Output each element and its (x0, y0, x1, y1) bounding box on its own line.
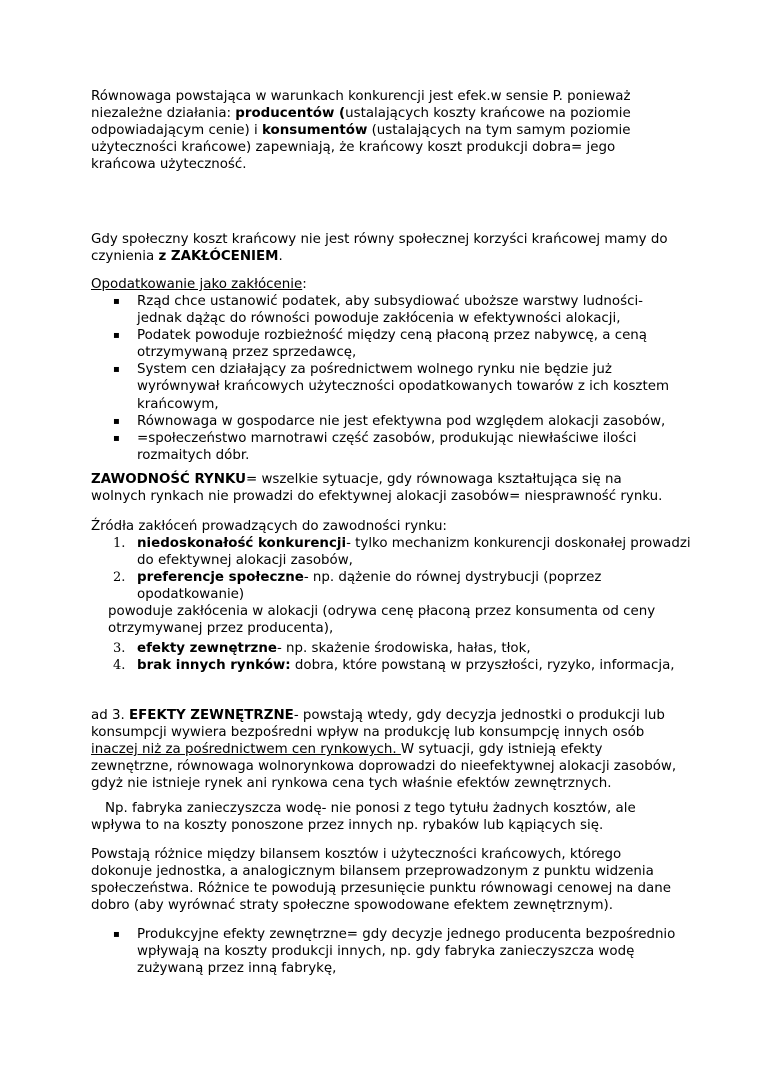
text: Źródła zakłóceń prowadzących do zawodności rynku: (91, 519, 447, 534)
list-text: - tylko mechanizm konkurencji doskonałej prowadzi do efektywnej alokacji zasobów, (137, 536, 691, 569)
list-item (91, 569, 691, 603)
bullet-icon: ▪ (113, 364, 120, 376)
list-text: System cen działający za pośrednictwem wolnego rynku nie będzie już wyrównywał krańcowych użyteczności opodatkowanych towarów z ich kosztem krańcowym, (137, 362, 669, 412)
paragraph-allocation (108, 603, 668, 637)
bullet-icon: ▪ (113, 415, 120, 427)
text: (ustalających na tym samym poziomie użyteczności krańcowe) zapewniają, że krańcowy koszt produkcji dobra= jego krańcowa użyteczność. (91, 123, 631, 173)
list-item (91, 430, 691, 464)
list-item (91, 361, 691, 412)
list-text: - np. dążenie do równej dystrybucji (poprzez opodatkowanie) (137, 570, 602, 603)
list-item (91, 926, 691, 977)
list-item (91, 293, 691, 327)
list-text: Rząd chce ustanowić podatek, aby subsydiować uboższe warstwy ludności- jednak dążąc do równości powoduje zakłócenia w efektywności alokacji, (137, 294, 643, 327)
bold-consumers: konsumentów (262, 123, 368, 139)
sources-numbered-list-continued (91, 640, 691, 674)
text: - powstają wtedy, gdy decyzja jednostki o produkcji lub konsumpcji wywiera bezpośredni wpływ na produkcję lub konsumpcję innych osób (91, 708, 665, 741)
list-item (91, 535, 691, 569)
paragraph-equilibrium (91, 88, 681, 173)
text: : (302, 277, 307, 292)
list-item (91, 413, 691, 430)
list-item (91, 640, 691, 657)
heading-taxation (91, 276, 681, 293)
bold-zaklocenie: z ZAKŁÓCENIEM (158, 249, 279, 265)
text: Równowaga powstająca w warunkach konkurencji jest efek.w sensie P. ponieważ niezależne działania: (91, 89, 631, 122)
text: Np. fabryka zanieczyszcza wodę- nie ponosi z tego tytułu żadnych kosztów, ale wpływa to na koszty ponoszone przez innych np. rybaków lub kąpiących się. (91, 801, 636, 834)
text: Gdy społeczny koszt krańcowy nie jest równy społecznej korzyści krańcowej mamy do czynienia (91, 232, 668, 265)
list-number: 1. (113, 536, 126, 551)
bullet-icon: ▪ (113, 432, 120, 444)
bold-term: niedoskonałość konkurencji (137, 536, 347, 551)
list-item (91, 657, 691, 674)
bullet-icon: ▪ (113, 929, 120, 940)
bold-term: preferencje społeczne (137, 570, 304, 586)
text: = wszelkie sytuacje, gdy równowaga kształtująca się na wolnych rynkach nie prowadzi do efektywnej alokacji zasobów= niesprawność rynku. (91, 472, 663, 505)
text: ustalających koszty krańcowe na poziomie odpowiadającym cenie) i (91, 106, 631, 139)
paragraph-example (91, 800, 681, 834)
bold-external-effects: EFEKTY ZEWNĘTRZNE (129, 708, 294, 723)
list-text: Podatek powoduje rozbieżność między ceną płaconą przez nabywcę, a ceną otrzymywaną przez sprzedawcę, (137, 328, 648, 361)
text: ad 3. (91, 708, 129, 723)
list-text: dobra, które powstaną w przyszłości, ryzyko, informacja, (290, 658, 675, 674)
list-text: =społeczeństwo marnotrawi część zasobów, produkując niewłaściwe ilości rozmaitych dóbr. (137, 430, 637, 463)
text: W sytuacji, gdy istnieją efekty zewnętrzne, równowaga wolnorynkowa doprowadzi do nieefektywnej alokacji zasobów, gdyż nie istnieje rynek ani rynkowa cena tych właśnie efektów zewnętrznych. (91, 742, 677, 792)
list-number: 3. (113, 641, 126, 656)
text: . (278, 249, 283, 265)
text: Powstają różnice między bilansem kosztów i użyteczności krańcowych, którego dokonuje jednostka, a analogicznym bilansem przeprowadzonym z punktu widzenia społeczeństwa. Różnice te powodują przesunięcie punktu równowagi cenowej na dane dobro (aby wyrównać straty społeczne spowodowane efektem zewnętrznym). (91, 847, 671, 914)
bold-term: efekty zewnętrzne (137, 641, 277, 656)
paragraph-disturbance (91, 231, 681, 265)
underlined-text: inaczej niż za pośrednictwem cen rynkowych. (91, 742, 401, 758)
bold-market-failure: ZAWODNOŚĆ RYNKU (91, 472, 246, 487)
list-text: - np. skażenie środowiska, hałas, tłok, (276, 641, 531, 656)
list-item (91, 327, 691, 361)
list-text: Równowaga w gospodarce nie jest efektywna pod względem alokacji zasobów, (137, 413, 666, 429)
list-number: 4. (113, 658, 126, 674)
text: powoduje zakłócenia w alokacji (odrywa cenę płaconą przez konsumenta od ceny otrzymywanej przez producenta), (108, 604, 656, 637)
bullet-icon: ▪ (113, 296, 120, 307)
paragraph-market-failure (91, 471, 681, 505)
paragraph-sources (91, 518, 681, 535)
underlined-heading: Opodatkowanie jako zakłócenie (91, 277, 303, 292)
bold-producers: producentów ( (235, 106, 346, 122)
taxation-bullet-list (91, 293, 691, 464)
list-text: Produkcyjne efekty zewnętrzne= gdy decyzje jednego producenta bezpośrednio wpływają na koszty produkcji innych, np. gdy fabryka zanieczyszcza wodę zużywaną przez inną fabrykę, (137, 927, 676, 977)
bullet-icon: ▪ (113, 330, 120, 342)
paragraph-external-effects (91, 707, 681, 792)
bold-term: brak innych rynków: (137, 658, 291, 674)
production-effects-list (91, 926, 691, 977)
paragraph-differences (91, 846, 681, 914)
list-number: 2. (113, 570, 126, 586)
sources-numbered-list (91, 535, 691, 603)
